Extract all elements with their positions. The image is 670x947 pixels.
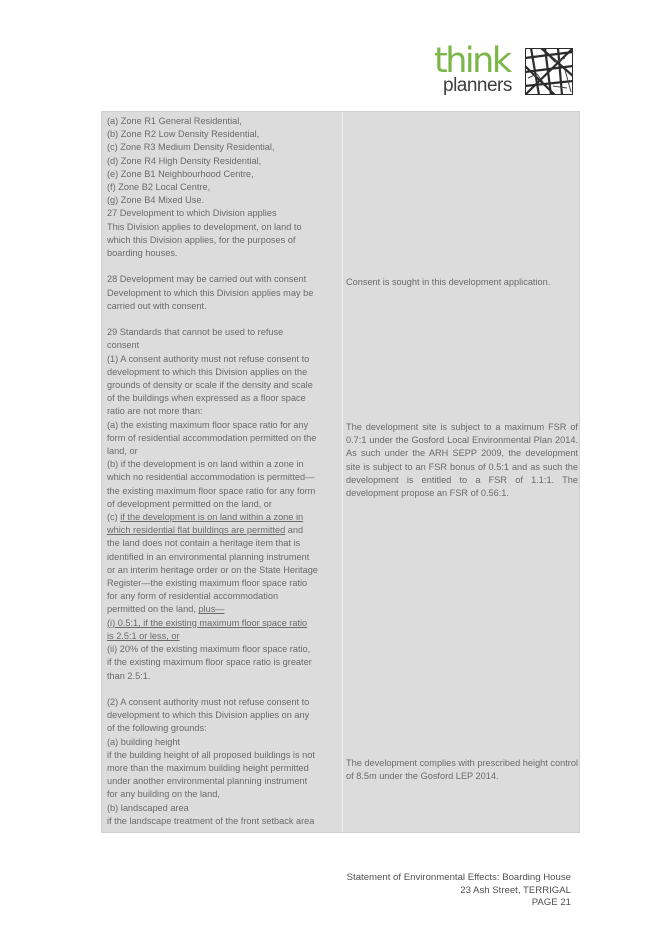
clause-text: or an interim heritage order or on the State Heritage — [107, 564, 318, 575]
clause-fragment: permitted on the land, — [107, 604, 199, 615]
clause-text: boarding houses. — [107, 248, 178, 259]
logo-word-planners: planners — [443, 75, 512, 96]
fsr-response: The development site is subject to a maximum FSR of 0.7:1 under the Gosford Local Environmental Plan 2014. As such under the ARH SEPP 2009, the development site is subject to an FSR bonus of 0.5:1 and as such the development is entitled to a FSR of 1.1:1. The development propose an FSR of 0.56:1. — [346, 422, 578, 499]
clause-text — [107, 603, 340, 616]
clause-text: (b) if the development is on land within a zone in — [107, 459, 304, 470]
clause-text: (b) landscaped area — [107, 802, 189, 813]
clause-text: (1) A consent authority must not refuse consent to — [107, 353, 310, 364]
clause-text: identified in an environmental planning instrument — [107, 551, 310, 562]
zone-list-item: (d) Zone R4 High Density Residential, — [107, 155, 262, 166]
clause-text: development to which this Division applies on any — [107, 710, 310, 721]
clause-text: (a) the existing maximum floor space ratio for any — [107, 419, 309, 430]
height-response: The development complies with prescribed height control of 8.5m under the Gosford LEP 2014. — [346, 758, 578, 782]
clause-text: (ii) 20% of the existing maximum floor space ratio, — [107, 644, 311, 655]
clause-text: of development permitted on the land, or — [107, 498, 272, 509]
clause-text: land, or — [107, 446, 138, 457]
clause-fragment: and — [285, 525, 304, 536]
clause-label: (c) — [107, 512, 121, 523]
clause-text: which this Division applies, for the purposes of — [107, 234, 296, 245]
zone-list-item: (f) Zone B2 Local Centre, — [107, 182, 211, 193]
underlined-amendment: plus— — [198, 604, 225, 615]
clause-text: development to which this Division applies on the — [107, 366, 308, 377]
zone-list-item: (b) Zone R2 Low Density Residential, — [107, 129, 260, 140]
clause-text: of the following grounds: — [107, 723, 207, 734]
clause-text — [107, 524, 340, 537]
clause-28-heading: 28 Development may be carried out with consent — [107, 274, 307, 285]
clause-text: ratio are not more than: — [107, 406, 203, 417]
think-planners-logo — [434, 41, 574, 98]
clause-text: (2) A consent authority must not refuse consent to — [107, 696, 310, 707]
clause-text: Development to which this Division applies may be — [107, 287, 314, 298]
clause-text: the existing maximum floor space ratio for any form — [107, 485, 316, 496]
consent-response: Consent is sought in this development application. — [346, 277, 551, 287]
street-map-icon — [525, 48, 573, 95]
underlined-amendment: if the development is on land within a zone in — [120, 512, 304, 523]
clause-text: for any form of residential accommodation — [107, 591, 279, 602]
underlined-amendment: (i) 0.5:1, if the existing maximum floor space ratio — [107, 617, 308, 628]
clause-text: (a) building height — [107, 736, 181, 747]
page-footer — [347, 872, 571, 910]
sepp-compliance-table — [101, 111, 580, 833]
document-title: Statement of Environmental Effects: Boarding House — [346, 872, 571, 883]
zone-list-item: (e) Zone B1 Neighbourhood Centre, — [107, 168, 254, 179]
clause-text: if the existing maximum floor space ratio is greater — [107, 657, 312, 668]
clause-text: if the landscape treatment of the front setback area — [107, 815, 315, 826]
underlined-amendment: which residential flat buildings are permitted — [107, 525, 286, 536]
clause-text: of the buildings when expressed as a floor space — [107, 393, 306, 404]
page-number: PAGE 21 — [531, 897, 571, 908]
clause-29-heading: 29 Standards that cannot be used to refuse — [107, 327, 284, 338]
zone-list-item: (g) Zone B4 Mixed Use. — [107, 195, 205, 206]
clause-text: form of residential accommodation permitted on the — [107, 432, 317, 443]
clause-text: carried out with consent. — [107, 300, 207, 311]
sepp-clause-column — [107, 115, 340, 828]
clause-27-heading: 27 Development to which Division applies — [107, 208, 277, 219]
site-address: 23 Ash Street, TERRIGAL — [460, 884, 571, 896]
clause-text: for any building on the land, — [107, 789, 220, 800]
clause-text: This Division applies to development, on land to — [107, 221, 302, 232]
zone-list-item: (a) Zone R1 General Residential, — [107, 116, 242, 126]
zone-list-item: (c) Zone R3 Medium Density Residential, — [107, 142, 275, 153]
logo-word-think: think — [434, 41, 510, 81]
clause-text: Register—the existing maximum floor space ratio — [107, 578, 308, 589]
clause-text: grounds of density or scale if the density and scale — [107, 380, 313, 391]
underlined-amendment: is 2.5:1 or less, or — [107, 630, 180, 641]
clause-text: if the building height of all proposed buildings is not — [107, 749, 315, 760]
clause-text: under another environmental planning instrument — [107, 776, 308, 787]
clause-text: which no residential accommodation is permitted— — [107, 472, 315, 483]
column-divider — [342, 112, 343, 832]
clause-text: than 2.5:1. — [107, 670, 151, 681]
clause-text: consent — [107, 340, 140, 351]
clause-text — [107, 511, 340, 524]
clause-text: the land does not contain a heritage item that is — [107, 538, 301, 549]
clause-text: more than the maximum building height permitted — [107, 762, 309, 773]
